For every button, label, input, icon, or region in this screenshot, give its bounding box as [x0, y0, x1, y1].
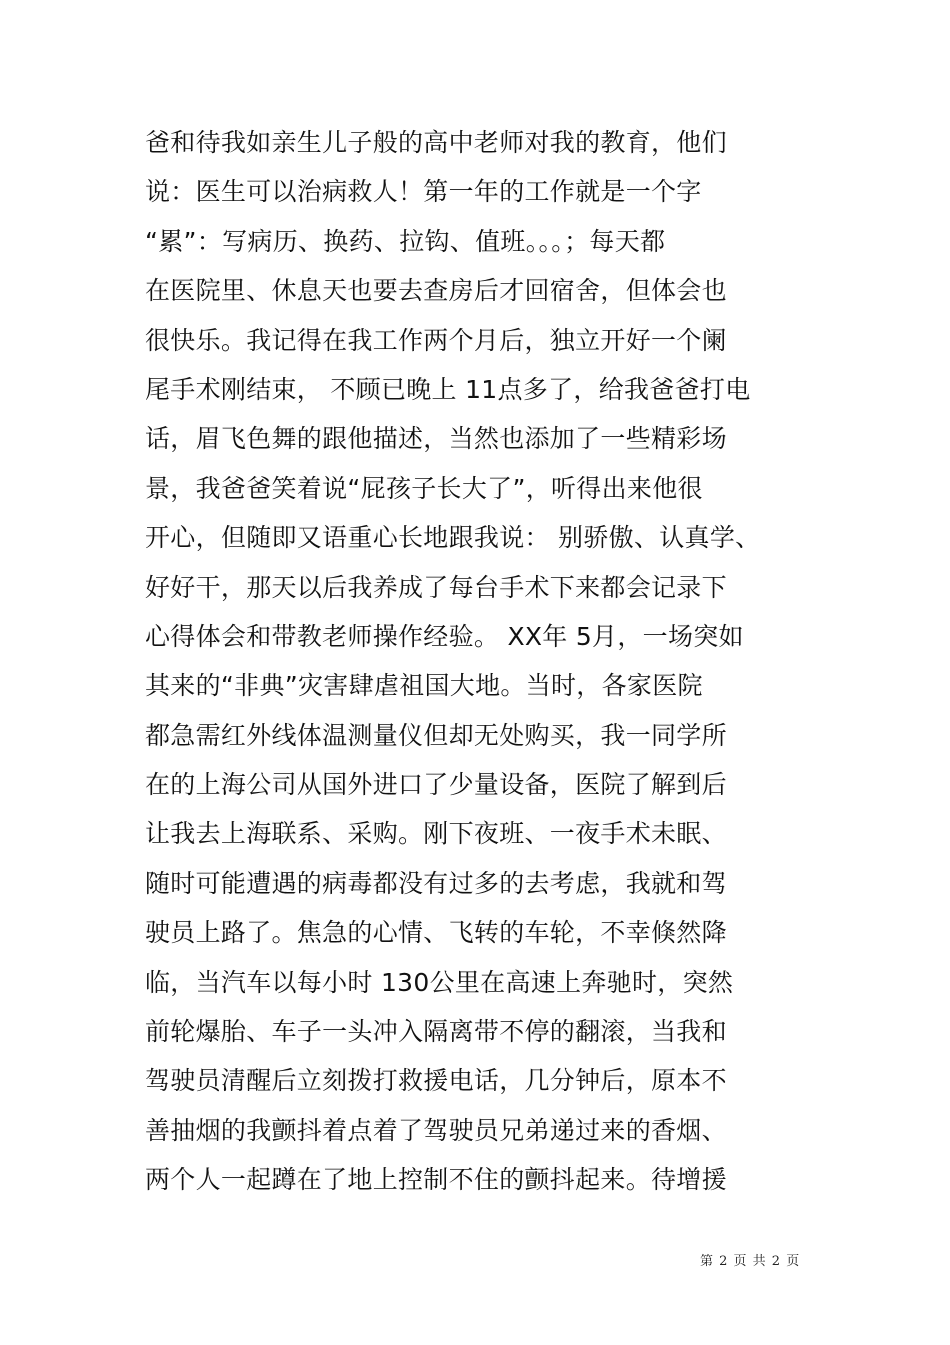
text-line: 都急需红外线体温测量仪但却无处购买，我一同学所 [145, 720, 727, 750]
body-text [145, 118, 825, 1205]
text-line: 话，眉飞色舞的跟他描述，当然也添加了一些精彩场 [145, 424, 727, 454]
text-line: 尾手术刚结束， 不顾已晚上 11点多了，给我爸爸打电 [145, 374, 751, 404]
text-line: 让我去上海联系、采购。刚下夜班、一夜手术未眠、 [145, 819, 727, 849]
text-line: 驾驶员清醒后立刻拨打救援电话，几分钟后，原本不 [145, 1066, 727, 1096]
text-line: 随时可能遭遇的病毒都没有过多的去考虑，我就和驾 [145, 868, 727, 898]
text-line: 前轮爆胎、车子一头冲入隔离带不停的翻滚，当我和 [145, 1017, 727, 1047]
text-line: 景，我爸爸笑着说“屁孩子长大了”，听得出来他很 [145, 473, 703, 503]
text-line: 心得体会和带教老师操作经验。 XX年 5月，一场突如 [145, 621, 744, 651]
page-number-footer: 第 2 页 共 2 页 [700, 1254, 801, 1269]
text-line: “累”：写病历、换药、拉钩、值班。。。；每天都 [145, 226, 666, 256]
text-line: 驶员上路了。焦急的心情、飞转的车轮，不幸倏然降 [145, 918, 727, 948]
text-line: 其来的“非典”灾害肆虐祖国大地。当时，各家医院 [145, 671, 703, 701]
text-line: 开心，但随即又语重心长地跟我说： 别骄傲、认真学、 [145, 523, 761, 553]
text-line: 在的上海公司从国外进口了少量设备，医院了解到后 [145, 770, 727, 800]
text-line: 两个人一起蹲在了地上控制不住的颤抖起来。待增援 [145, 1165, 727, 1195]
text-line: 很快乐。我记得在我工作两个月后，独立开好一个阑 [145, 325, 727, 355]
text-line: 爸和待我如亲生儿子般的高中老师对我的教育，他们 [145, 128, 727, 157]
text-line: 善抽烟的我颤抖着点着了驾驶员兄弟递过来的香烟、 [145, 1115, 727, 1145]
text-line: 临，当汽车以每小时 130公里在高速上奔驰时，突然 [145, 967, 734, 997]
text-line: 说：医生可以治病救人！第一年的工作就是一个字 [145, 177, 702, 207]
text-line: 好好干，那天以后我养成了每台手术下来都会记录下 [145, 572, 727, 602]
text-line: 在医院里、休息天也要去查房后才回宿舍，但体会也 [145, 276, 727, 306]
